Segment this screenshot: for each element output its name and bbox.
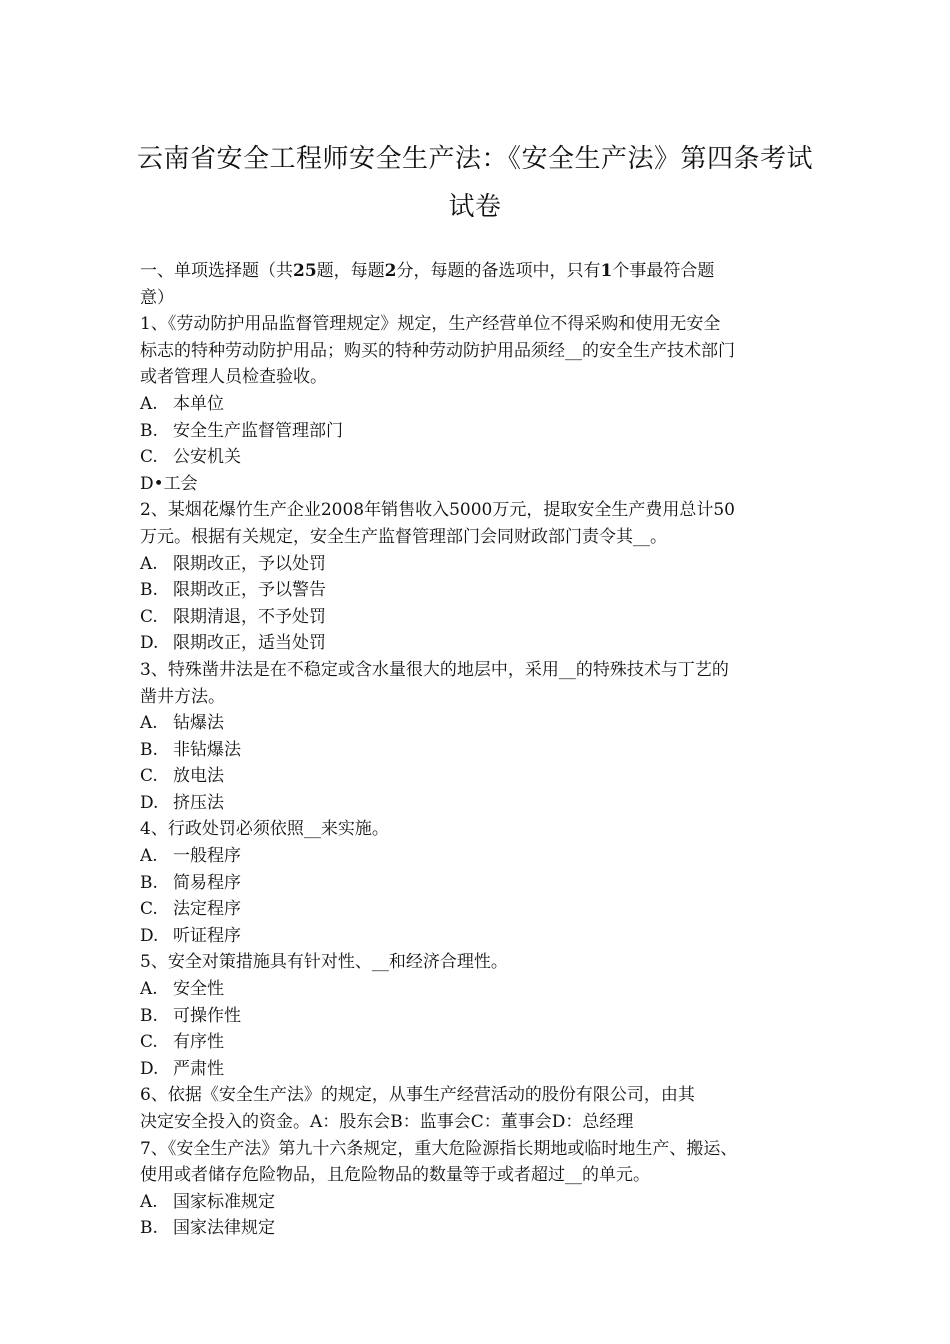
question-7-option-a: A. 国家标准规定 — [140, 1191, 275, 1212]
document-title-line-1: 云南省安全工程师安全生产法：《安全生产法》第四条考试 — [136, 144, 813, 174]
question-1-option-d: D•工会 — [140, 473, 198, 494]
section-heading-cont: 意） — [140, 287, 174, 308]
document-title-line-2: 试卷 — [448, 192, 502, 222]
question-2-option-d: D. 限期改正，适当处罚 — [140, 633, 326, 654]
question-3-option-a: A. 钻爆法 — [140, 713, 224, 734]
question-2-option-c: C. 限期清退，不予处罚 — [140, 606, 326, 627]
question-3-text: 凿井方法。 — [140, 686, 225, 707]
question-5-option-c: C. 有序性 — [140, 1032, 224, 1053]
question-2-text: 2、某烟花爆竹生产企业2008年销售收入5000万元，提取安全生产费用总计50 — [140, 500, 735, 521]
question-5-option-d: D. 严肃性 — [140, 1058, 224, 1079]
question-4-option-d: D. 听证程序 — [140, 925, 241, 946]
question-3-option-b: B. 非钻爆法 — [140, 739, 241, 760]
question-1-option-a: A. 本单位 — [140, 393, 224, 414]
question-1-text: 或者管理人员检查验收。 — [140, 367, 327, 388]
question-1-option-b: B. 安全生产监督管理部门 — [140, 420, 343, 441]
question-5-text: 5、安全对策措施具有针对性、__和经济合理性。 — [140, 952, 508, 973]
question-1-text: 1、《劳动防护用品监督管理规定》规定，生产经营单位不得采购和使用无安全 — [140, 314, 721, 335]
document-body — [140, 258, 820, 1242]
question-7-text: 7、《安全生产法》第九十六条规定，重大危险源指长期地或临时地生产、搬运、 — [140, 1138, 738, 1159]
question-1-option-c: C. 公安机关 — [140, 447, 241, 468]
section-heading: 一、单项选择题（共25题，每题2分，每题的备选项中，只有1个事最符合题 — [140, 261, 715, 281]
question-6-text: 6、依据《安全生产法》的规定，从事生产经营活动的股份有限公司，由其 — [140, 1085, 695, 1106]
question-1-text: 标志的特种劳动防护用品；购买的特种劳动防护用品须经__的安全生产技术部门 — [140, 340, 735, 361]
question-2-option-a: A. 限期改正，予以处罚 — [140, 553, 326, 574]
question-2-option-b: B. 限期改正，予以警告 — [140, 580, 326, 601]
question-2-text: 万元。根据有关规定，安全生产监督管理部门会同财政部门责令其__。 — [140, 526, 667, 547]
question-3-option-c: C. 放电法 — [140, 766, 224, 787]
question-4-option-c: C. 法定程序 — [140, 899, 241, 920]
question-3-text: 3、特殊凿井法是在不稳定或含水量很大的地层中，采用__的特殊技术与丁艺的 — [140, 659, 729, 680]
question-3-option-d: D. 挤压法 — [140, 792, 224, 813]
question-7-text: 使用或者储存危险物品，且危险物品的数量等于或者超过__的单元。 — [140, 1165, 650, 1186]
question-4-option-b: B. 简易程序 — [140, 872, 241, 893]
question-4-option-a: A. 一般程序 — [140, 846, 241, 867]
question-5-option-a: A. 安全性 — [140, 979, 224, 1000]
question-5-option-b: B. 可操作性 — [140, 1005, 241, 1026]
question-4-text: 4、行政处罚必须依照__来实施。 — [140, 819, 389, 840]
question-7-option-b: B. 国家法律规定 — [140, 1218, 275, 1239]
question-6-text: 决定安全投入的资金。A：股东会B：监事会C：董事会D：总经理 — [140, 1112, 634, 1132]
